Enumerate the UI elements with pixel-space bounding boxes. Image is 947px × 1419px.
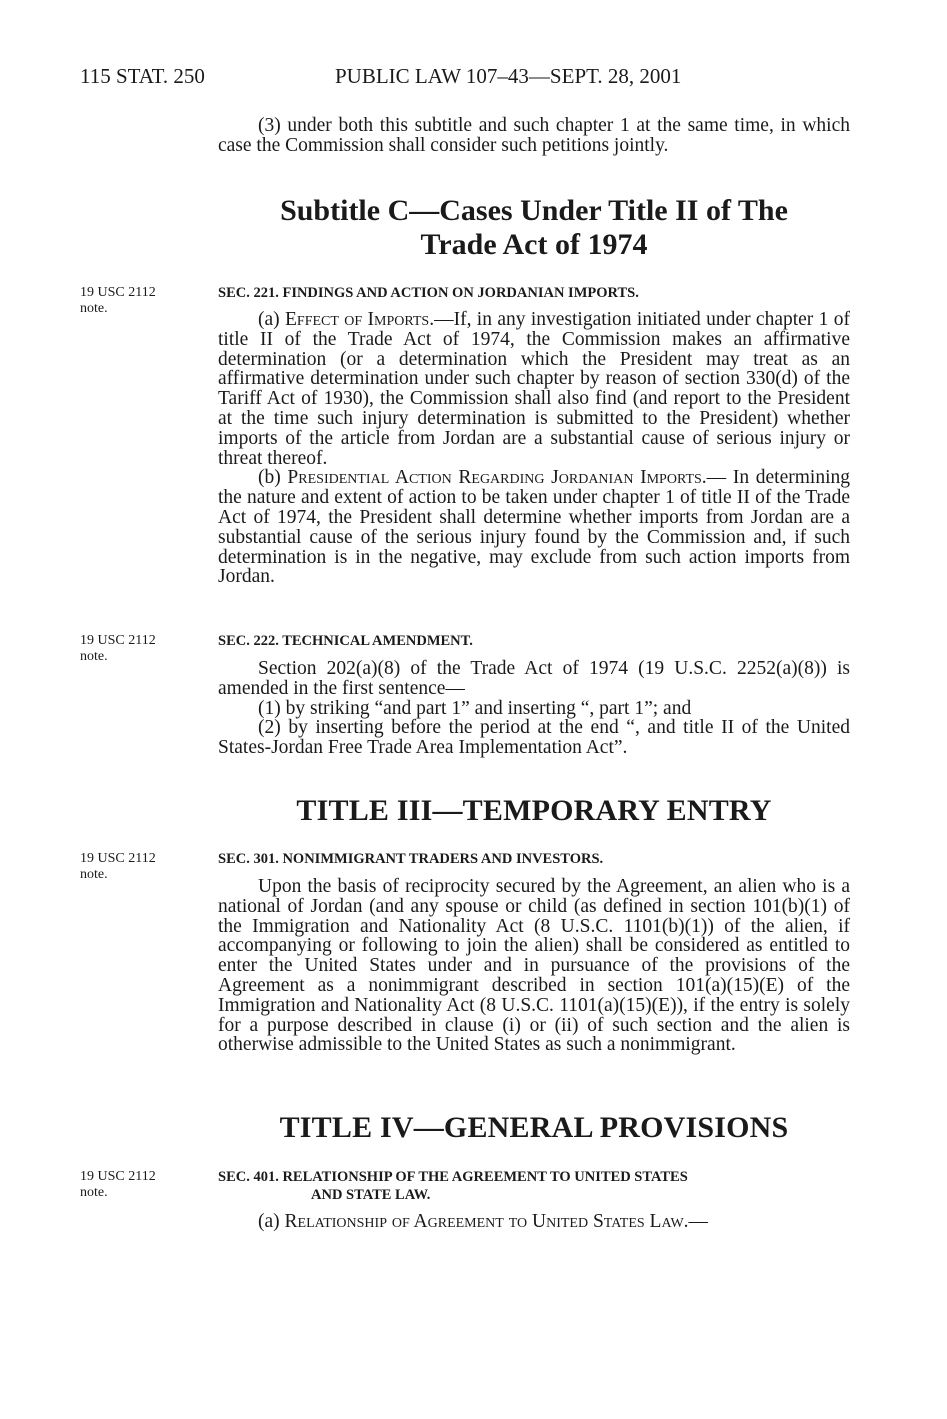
margin-note-label: note. xyxy=(80,1185,108,1200)
margin-note-citation: 19 USC 2112 xyxy=(80,851,156,866)
subsection-b-text: .— In determining the nature and extent of action to be taken under chapter 1 of title II of the Trade Act of 1974, the President shall determine whether imports from Jordan are a substantial cause of the serious injury found by the Commission and, if such determination is in the negative, may exclude from such action imports from Jordan. xyxy=(218,467,850,588)
sec-401-heading xyxy=(218,1168,850,1204)
subsection-b-lead: (b) xyxy=(258,467,288,489)
sec-401-subsection-a xyxy=(218,1212,850,1232)
sec-221-body xyxy=(218,310,850,587)
sec-221-heading: SEC. 221. FINDINGS AND ACTION ON JORDANIAN IMPORTS. xyxy=(218,285,639,301)
margin-note-label: note. xyxy=(80,301,108,316)
subsection-a-text: .—If, in any investigation initiated under chapter 1 of title II of the Trade Act of 1974, the Commission makes an affirmative determination (or a determination which the President may treat as an affirmative determination under such chapter by reason of section 330(d) of the Tariff Act of 1930), the Commission shall also find (and report to the President at the time such injury determination is submitted to the President) whether imports of the article from Jordan are a substantial cause of serious injury or threat thereof. xyxy=(218,309,850,469)
subsection-a-lead: (a) xyxy=(258,309,285,330)
sec-222-item-1: (1) by striking “and part 1” and inserting “, part 1”; and xyxy=(258,697,692,719)
sec-301-text: Upon the basis of reciprocity secured by the Agreement, an alien who is a national of Jordan (and any spouse or child (as defined in section 101(b)(1) of the Immigration and Nationality Act (8 U.S.C. 1101(b)(1)) of the alien, if accompanying or following to join the alien) shall be considered as entitled to enter the United States under and in pursuance of the provisions of the Agreement as a nonimmigrant described in section 101(a)(15)(E) of the Immigration and Nationality Act (8 U.S.C. 1101(a)(15)(E)), if the entry is solely for a purpose described in clause (i) or (ii) of such section and the alien is otherwise admissible to the United States as such a nonimmigrant. xyxy=(218,876,850,1056)
margin-note-sec-401 xyxy=(80,1169,200,1201)
title-iii-heading: TITLE III—TEMPORARY ENTRY xyxy=(296,794,772,827)
subtitle-c-line1: Subtitle C—Cases Under Title II of The xyxy=(280,194,788,227)
public-law-title: PUBLIC LAW 107–43—SEPT. 28, 2001 xyxy=(335,64,682,88)
sec-401-heading-line2: AND STATE LAW. xyxy=(311,1187,431,1203)
sec-222-body xyxy=(218,659,850,758)
sec-401-a-tail: .— xyxy=(683,1211,709,1232)
title-iv-heading: TITLE IV—GENERAL PROVISIONS xyxy=(279,1111,789,1144)
sec-222-item-2: (2) by inserting before the period at the end “, and title II of the United States-Jordan Free Trade Area Implementation Act”. xyxy=(218,717,850,759)
margin-note-sec-301 xyxy=(80,851,200,883)
subsection-a-caption: Effect of Imports xyxy=(285,309,430,330)
margin-note-sec-222 xyxy=(80,633,200,665)
subtitle-c-heading xyxy=(218,194,850,262)
margin-note-sec-221 xyxy=(80,285,200,317)
margin-note-citation: 19 USC 2112 xyxy=(80,1169,156,1184)
margin-note-citation: 19 USC 2112 xyxy=(80,633,156,648)
sec-401-a-lead: (a) xyxy=(258,1211,285,1232)
sec-301-body xyxy=(218,877,850,1055)
subtitle-c-line2: Trade Act of 1974 xyxy=(420,228,648,261)
subsection-b-caption: Presidential Action Regarding Jordanian Imports xyxy=(287,467,702,489)
margin-note-label: note. xyxy=(80,649,108,664)
margin-note-citation: 19 USC 2112 xyxy=(80,285,156,300)
stat-citation: 115 STAT. 250 xyxy=(80,64,205,88)
paragraph-3: (3) under both this subtitle and such chapter 1 at the same time, in which case the Commission shall consider such petitions jointly. xyxy=(218,115,850,156)
sec-401-heading-line1: SEC. 401. RELATIONSHIP OF THE AGREEMENT TO UNITED STATES xyxy=(218,1169,688,1185)
sec-301-heading: SEC. 301. NONIMMIGRANT TRADERS AND INVESTORS. xyxy=(218,851,604,867)
opening-paragraph xyxy=(218,116,850,156)
sec-401-a-caption: Relationship of Agreement to United States Law xyxy=(284,1211,684,1232)
sec-222-heading: SEC. 222. TECHNICAL AMENDMENT. xyxy=(218,633,473,649)
sec-222-intro: Section 202(a)(8) of the Trade Act of 1974 (19 U.S.C. 2252(a)(8)) is amended in the first sentence— xyxy=(218,658,850,699)
sec-221-subsection-b xyxy=(218,468,850,587)
margin-note-label: note. xyxy=(80,867,108,882)
sec-401-body xyxy=(218,1212,850,1232)
sec-221-subsection-a xyxy=(218,310,850,468)
